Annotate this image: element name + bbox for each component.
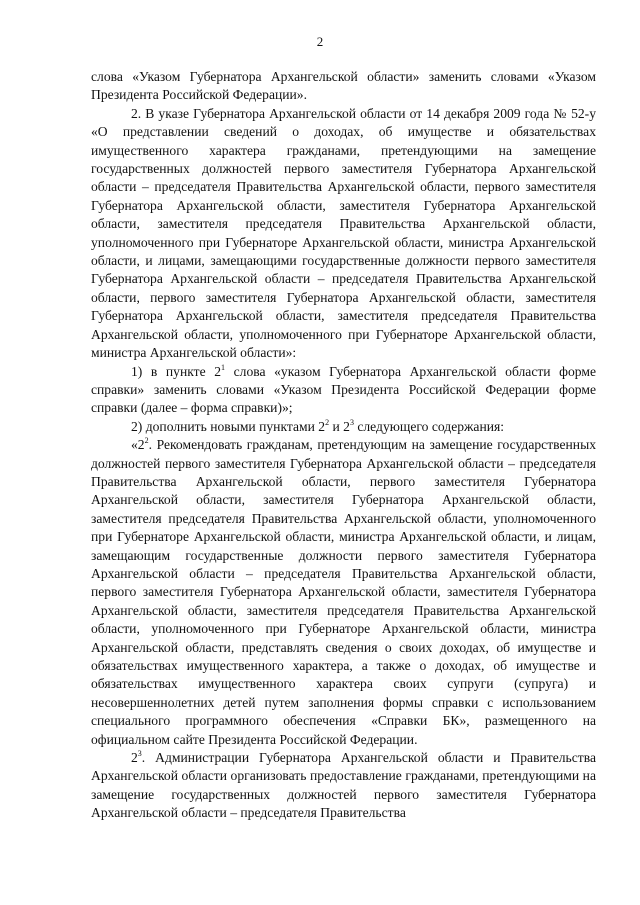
superscript: 2 <box>325 417 330 427</box>
paragraph-text: следующего содержания: <box>353 418 505 434</box>
superscript: 3 <box>349 417 354 427</box>
superscript: 1 <box>221 362 226 372</box>
paragraph <box>91 68 596 105</box>
paragraph <box>91 363 596 418</box>
paragraph-text: . Администрации Губернатора Архангельской области и Правительства Архангельской области организовать предоставление гражданами, претендующими на замещение государственных должностей первого заместителя Губернатора Архангельской области – председателя Правительства <box>91 750 596 821</box>
paragraph-text: и 2 <box>329 418 350 434</box>
paragraph-text: 2) дополнить новыми пунктами 2 <box>131 418 326 434</box>
paragraph <box>91 436 596 749</box>
page-number: 2 <box>316 34 324 49</box>
paragraph-text: 1) в пункте 2 <box>131 363 222 379</box>
paragraph-text: слова «Указом Губернатора Архангельской области» заменить словами «Указом Президента Российской Федерации». <box>91 69 596 103</box>
superscript: 3 <box>137 749 142 759</box>
paragraph <box>91 418 596 436</box>
paragraph <box>91 105 596 363</box>
paragraph-text: слова «указом Губернатора Архангельской области форме справки» заменить словами «Указом Президента Российской Федерации форме справки (далее – форма справки)»; <box>91 363 596 416</box>
paragraph-text: 2. В указе Губернатора Архангельской области от 14 декабря 2009 года № 52-у «О представлении сведений о доходах, об имуществе и обязательствах имущественного характера гражданами, претендующими на замещение государственных должностей первого заместителя Губернатора Архангельской области – председателя Правительства Архангельской области, первого заместителя Губернатора Архангельской области, заместителя Губернатора Архангельской области, заместителя председателя Правительства Архангельской области, уполномоченного при Губернаторе Архангельской области, министра Архангельской области, и лицами, замещающими государственные должности первого заместителя Губернатора Архангельской области – председателя Правительства Архангельской области, первого заместителя Губернатора Архангельской области, заместителя Губернатора Архангельской области, заместителя председателя Правительства Архангельской области, уполномоченного при Губернаторе Архангельской области, министра Архангельской области»: <box>91 105 596 361</box>
paragraph-text: «2 <box>131 437 145 453</box>
paragraph <box>91 749 596 823</box>
document-body <box>91 68 596 823</box>
superscript: 2 <box>144 436 149 446</box>
paragraph-text: 2 <box>131 750 138 766</box>
paragraph-text: . Рекомендовать гражданам, претендующим на замещение государственных должностей первого заместителя Губернатора Архангельской области – председателя Правительства Архангельской области, первого заместителя Губернатора Архангельской области, заместителя Губернатора Архангельской области, заместителя председателя Правительства Архангельской области, уполномоченного при Губернаторе Архангельской области, министра Архангельской области, и лицам, замещающим государственные должности первого заместителя Губернатора Архангельской области – председателя Правительства Архангельской области, первого заместителя Губернатора Архангельской области, заместителя Губернатора Архангельской области, заместителя председателя Правительства Архангельской области, уполномоченного при Губернаторе Архангельской области, министра Архангельской области, представлять сведения о своих доходах, об имуществе и обязательствах имущественного характера, а также о доходах, об имуществе и обязательствах имущественного характера своих супруги (супруга) и несовершеннолетних детей путем заполнения формы справки с использованием специального программного обеспечения «Справки БК», размещенного на официальном сайте Президента Российской Федерации. <box>91 437 596 747</box>
